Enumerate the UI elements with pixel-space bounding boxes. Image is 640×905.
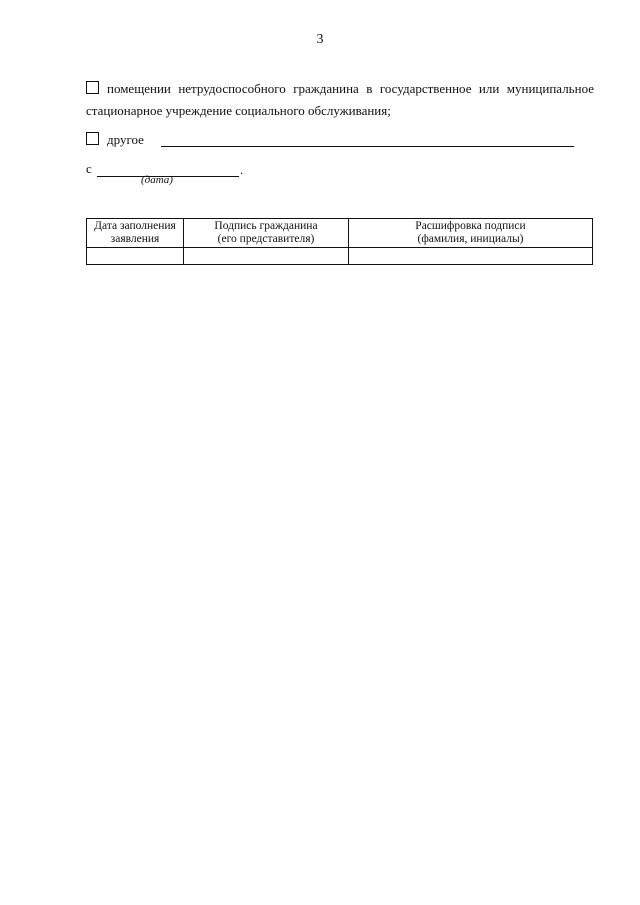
signature-cell[interactable] [184,248,349,265]
page-number: 3 [316,32,324,47]
date-suffix: . [240,162,244,177]
header-fill-date-line2: заявления [110,233,160,245]
header-fill-date [87,219,184,248]
other-input-line[interactable] [161,146,574,147]
fill-date-cell[interactable] [87,248,184,265]
option-placement [86,78,594,122]
table-row [87,248,593,265]
header-signature [184,219,349,248]
header-transcript-line2: (фамилия, инициалы) [417,233,524,245]
other-label: другое [107,132,144,147]
other-checkbox[interactable] [86,132,99,145]
signature-transcript-cell[interactable] [349,248,593,265]
date-hint: (дата) [141,174,173,186]
date-prefix: с [86,161,92,176]
option-other [86,129,594,151]
header-signature-transcript [349,219,593,248]
header-signature-line2: (его представителя) [217,233,315,245]
header-transcript-line1: Расшифровка подписи [415,220,526,232]
header-signature-line1: Подпись гражданина [214,220,318,232]
table-header-row [87,219,593,248]
signature-table [86,218,593,265]
placement-checkbox[interactable] [86,81,99,94]
placement-label: помещении нетрудоспособного гражданина в государственное или муниципальное стационарное учреждение социального обслуживания; [86,81,594,118]
header-fill-date-line1: Дата заполнения [94,220,176,232]
